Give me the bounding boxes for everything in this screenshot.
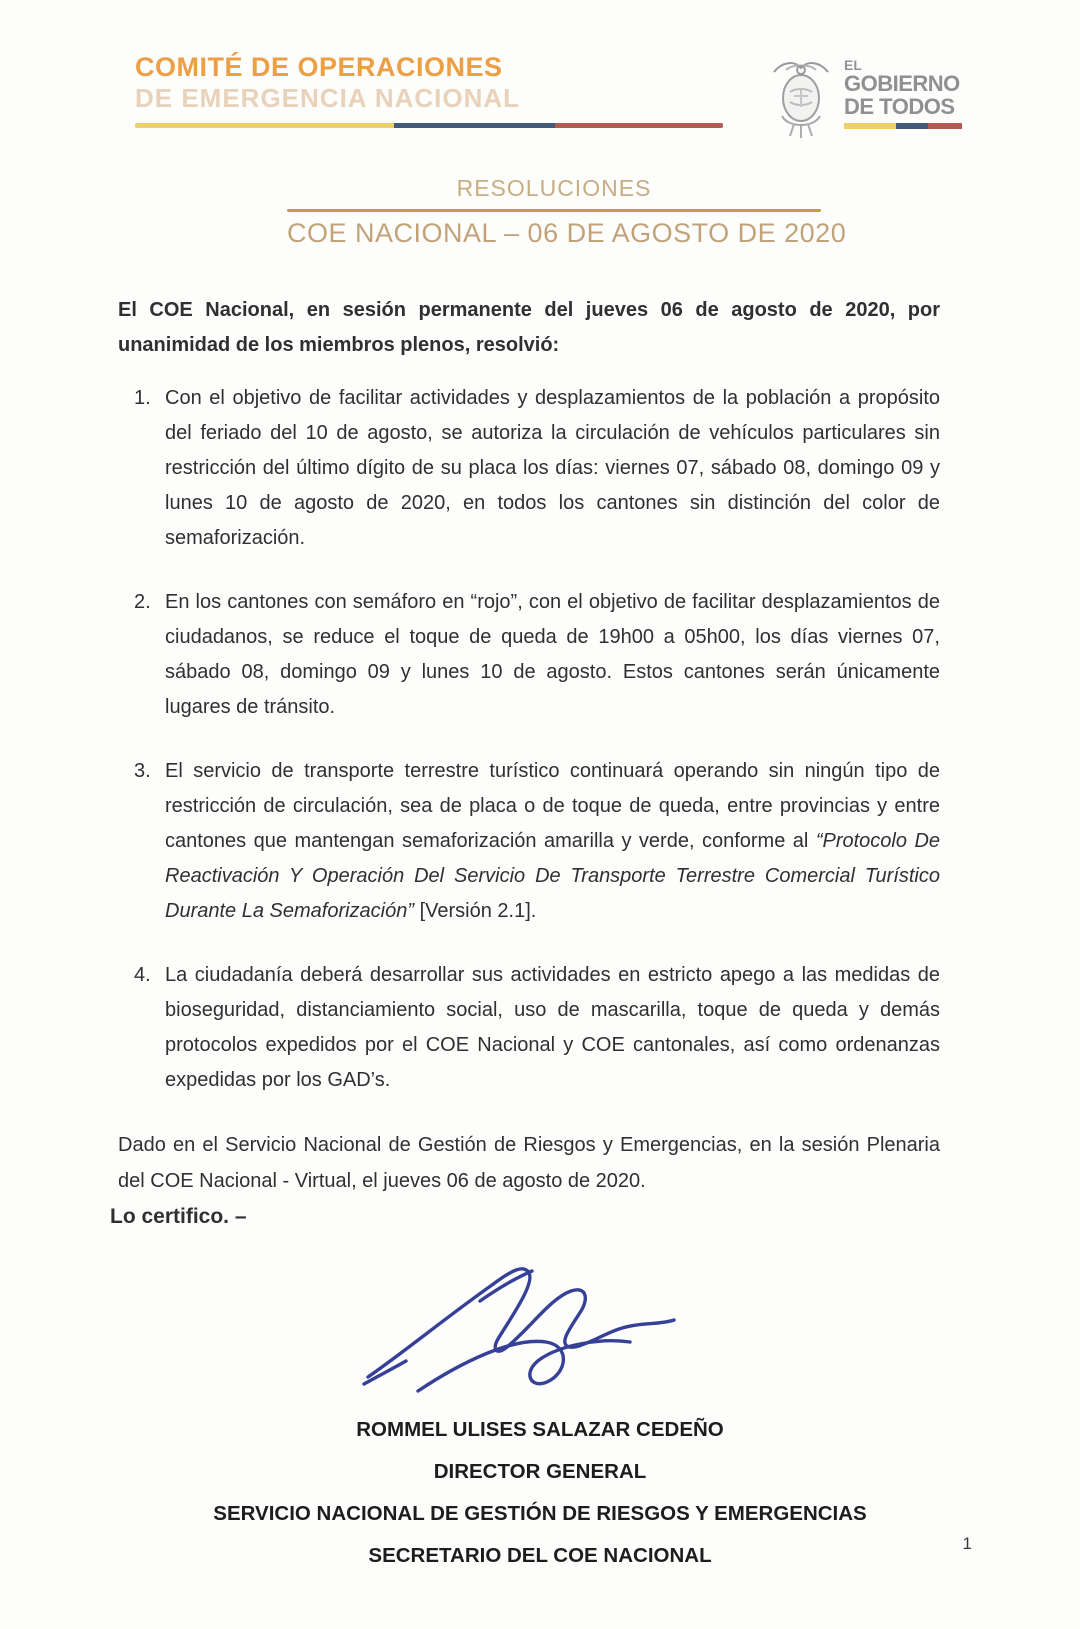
resolution-number: 1. [134, 387, 151, 409]
certify-line: Lo certifico. – [110, 1205, 247, 1228]
resolution-item-4 [118, 958, 940, 1098]
protocol-title-italic: “Protocolo De Reactivación Y Operación Del Servicio De Transporte Terrestre Comercial Turístico Durante La Semaforización” [165, 830, 941, 922]
gobierno-logo-de-todos: DE TODOS [844, 94, 955, 120]
header [0, 0, 1080, 145]
title-divider [287, 209, 821, 212]
gobierno-logo-text [844, 58, 962, 129]
ecuador-coat-of-arms-icon [764, 58, 838, 145]
document-title: RESOLUCIONES [456, 175, 652, 201]
gobierno-logo [764, 58, 962, 145]
signature-ink [360, 1243, 690, 1403]
gobierno-flag-divider [844, 123, 962, 129]
resolution-text: El servicio de transporte terrestre turístico continuará operando sin ningún tipo de restricción de circulación, sea de placa o de toque de queda, entre provincias y entre cantones que mantengan semaforización amarilla y verde, conforme al [165, 760, 940, 852]
signer-title: DIRECTOR GENERAL [433, 1460, 647, 1483]
signer-block [0, 1409, 1080, 1577]
coe-logo [135, 52, 735, 128]
coe-logo-line2: DE EMERGENCIA NACIONAL [135, 83, 521, 114]
resolution-text-after: [Versión 2.1]. [414, 900, 537, 922]
resolution-item-2 [118, 585, 940, 725]
document-subtitle: COE NACIONAL – 06 DE AGOSTO DE 2020 [287, 218, 847, 248]
resolution-number: 3. [134, 760, 151, 782]
resolutions-list [118, 381, 940, 1098]
resolution-item-3 [118, 754, 940, 929]
intro-paragraph: El COE Nacional, en sesión permanente del jueves 06 de agosto de 2020, por unanimidad de los miembros plenos, resolvió: [118, 299, 940, 356]
resolution-text: La ciudadanía deberá desarrollar sus actividades en estricto apego a las medidas de bioseguridad, distanciamiento social, uso de mascarilla, toque de queda y demás protocolos expedidos por el COE Nacional y COE cantonales, así como ordenanzas expedidas por los GAD’s. [165, 964, 940, 1091]
coe-logo-line1: COMITÉ DE OPERACIONES [135, 52, 503, 82]
resolution-number: 4. [134, 964, 151, 986]
resolution-text: Con el objetivo de facilitar actividades y desplazamientos de la población a propósito del feriado del 10 de agosto, se autoriza la circulación de vehículos particulares sin restricción del último dígito de su placa los días: viernes 07, sábado 08, domingo 09 y lunes 10 de agosto de 2020, en todos los cantones sin distinción del color de semaforización. [165, 387, 940, 549]
closing-paragraph: Dado en el Servicio Nacional de Gestión de Riesgos y Emergencias, en la sesión Plenaria del COE Nacional - Virtual, el jueves 06 de agosto de 2020. [118, 1134, 940, 1192]
resolution-number: 2. [134, 591, 151, 613]
signer-name: ROMMEL ULISES SALAZAR CEDEÑO [356, 1418, 724, 1441]
title-block [287, 175, 847, 249]
signer-org: SERVICIO NACIONAL DE GESTIÓN DE RIESGOS Y EMERGENCIAS [213, 1502, 867, 1525]
page-number: 1 [962, 1534, 972, 1553]
resolution-text: En los cantones con semáforo en “rojo”, con el objetivo de facilitar desplazamientos de ciudadanos, se reduce el toque de queda de 19h00 a 05h00, los días viernes 07, sábado 08, domingo 09 y lunes 10 de agosto. Estos cantones serán únicamente lugares de tránsito. [165, 591, 940, 718]
gobierno-logo-gobierno: GOBIERNO [844, 71, 960, 96]
gobierno-logo-el: EL [844, 57, 862, 73]
signer-role: SECRETARIO DEL COE NACIONAL [368, 1544, 712, 1567]
ecuador-flag-divider [135, 123, 723, 128]
resolution-item-1 [118, 381, 940, 556]
